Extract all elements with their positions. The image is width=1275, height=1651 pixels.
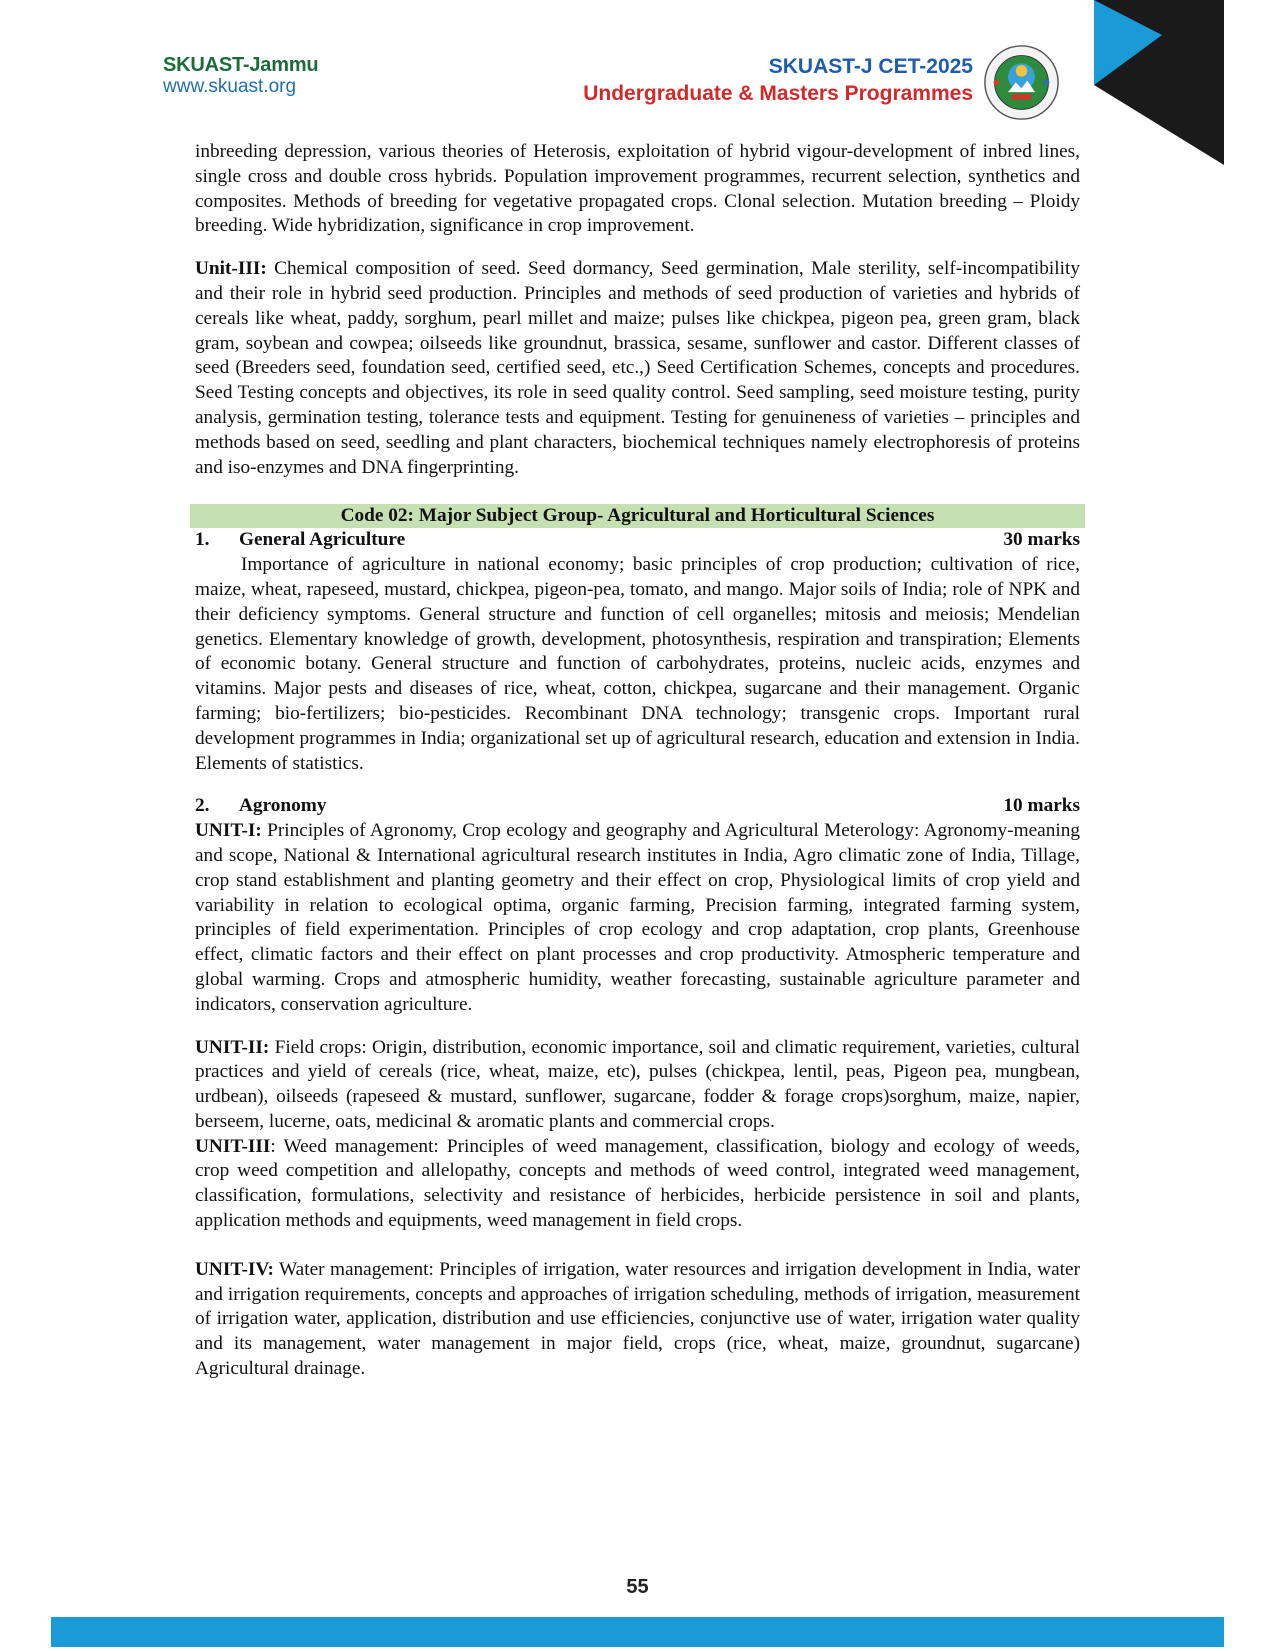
section-2-title: Agronomy xyxy=(239,795,327,817)
unit-ii-text: Field crops: Origin, distribution, economic importance, soil and climatic requirement, varieties, cultural practices and yield of cereals (rice, wheat, maize, etc), pulses (chickpea, lentil, peas, Pigeon pea, mungbean, urdbean), oilseeds (rapeseed & mustard, sunflower, sugarcane, fodder & forage crops)sorghum, maize, napier, berseem, lucerne, oats, medicinal & aromatic plants and commercial crops. xyxy=(195,1036,1080,1132)
unit-iii-text: Chemical composition of seed. Seed dormancy, Seed germination, Male sterility, self-incompatibility and their role in hybrid seed production. Principles and methods of seed production of varieties and hybrids of cereals like wheat, paddy, sorghum, pearl millet and maize; pulses like chickpea, pigeon pea, green gram, black gram, soybean and cowpea; oilseeds like groundnut, brassica, sesame, sunflower and castor. Different classes of seed (Breeders seed, foundation seed, certified seed, etc.,) Seed Certification Schemes, concepts and procedures. Seed Testing concepts and objectives, its role in seed quality control. Seed sampling, seed moisture testing, purity analysis, germination testing, tolerance tests and equipment. Testing for genuineness of varieties – principles and methods based on seed, seedling and plant characters, biochemical techniques namely electrophoresis of proteins and iso-enzymes and DNA fingerprinting. xyxy=(195,258,1080,478)
footer-bar xyxy=(51,1617,1224,1647)
exam-title: SKUAST-J CET-2025 xyxy=(768,55,973,78)
org-name: SKUAST-Jammu xyxy=(163,54,319,76)
unit-iv-text: Water management: Principles of irrigation, water resources and irrigation development in India, water and irrigation requirements, concepts and approaches of irrigation scheduling, methods of irrigation, measurement of irrigation water, application, distribution and use efficiencies, conjunctive use of water, irrigation water quality and its management, water management in major field, crops (rice, wheat, maize, groundnut, sugarcane) Agricultural drainage. xyxy=(195,1258,1080,1380)
page-content xyxy=(195,140,1080,1382)
section-1-heading xyxy=(195,528,1080,553)
unit-ii-label: UNIT-II: xyxy=(195,1036,270,1058)
paragraph-intro: inbreeding depression, various theories of Heterosis, exploitation of hybrid vigour-development of inbred lines, single cross and double cross hybrids. Population improvement programmes, recurrent selection, synthetics and composites. Methods of breeding for vegetative propagated crops. Clonal selection. Mutation breeding – Ploidy breeding. Wide hybridization, significance in crop improvement. xyxy=(195,141,1080,237)
website-link[interactable]: www.skuast.org xyxy=(163,76,297,97)
section-1-text: Importance of agriculture in national economy; basic principles of crop production; cultivation of rice, maize, wheat, rapeseed, mustard, chickpea, pigeon-pea, tomato, and mango. Major soils of India; role of NPK and their deficiency symptoms. General structure and function of cell organelles; mitosis and meiosis; Mendelian genetics. Elementary knowledge of growth, development, photosynthesis, respiration and transpiration; Elements of economic botany. General structure and function of carbohydrates, proteins, nucleic acids, enzymes and vitamins. Major pests and diseases of rice, wheat, cotton, chickpea, sugarcane and their management. Organic farming; bio-fertilizers; bio-pesticides. Recombinant DNA technology; transgenic crops. Important rural development programmes in India; organizational set up of agricultural research, education and extension in India. Elements of statistics. xyxy=(195,554,1080,774)
paragraph-unit-iv xyxy=(195,1258,1080,1382)
section-2-number: 2. xyxy=(195,795,210,817)
unit-i-text: Principles of Agronomy, Crop ecology and geography and Agricultural Meterology: Agronomy-meaning and scope, National & International agricultural research institutes in India, Agro climatic zone of India, Tillage, crop stand establishment and planting geometry and their effect on crop, Physiological limits of crop yield and variability in relation to ecological optima, organic farming, Precision farming, integrated farming system, principles of field experimentation. Principles of crop ecology and crop adaptation, crop plants, Greenhouse effect, climatic factors and their effect on plant processes and crop productivity. Atmospheric temperature and global warming. Crops and atmospheric humidity, weather forecasting, sustainable agriculture parameter and indicators, conservation agriculture. xyxy=(195,820,1080,1015)
header-right xyxy=(583,54,973,108)
unit-iii-label: Unit-III: xyxy=(195,258,267,280)
university-seal-logo xyxy=(983,44,1060,121)
paragraph-unit-iii-weed xyxy=(195,1135,1080,1234)
header-left xyxy=(163,54,318,98)
section-1-number: 1. xyxy=(195,529,210,551)
corner-decoration xyxy=(1094,0,1224,165)
unit-iv-label: UNIT-IV: xyxy=(195,1258,274,1280)
paragraph-unit-iii xyxy=(195,257,1080,480)
paragraph-unit-ii xyxy=(195,1036,1080,1135)
unit-iii-weed-text: : Weed management: Principles of weed management, classification, biology and ecology of weeds, crop weed competition and allelopathy, concepts and methods of weed control, integrated weed management, classification, formulations, selectivity and resistance of herbicides, herbicide persistence in soil and plants, application methods and equipments, weed management in field crops. xyxy=(195,1135,1080,1232)
section-1-title: General Agriculture xyxy=(239,529,406,551)
section-2-marks: 10 marks xyxy=(1003,795,1080,817)
paragraph-unit-i xyxy=(195,819,1080,1017)
section-2-heading xyxy=(195,794,1080,819)
unit-i-label: UNIT-I: xyxy=(195,820,262,842)
unit-iii-weed-label: UNIT-III xyxy=(195,1135,271,1157)
programmes-title: Undergraduate & Masters Programmes xyxy=(583,82,973,105)
page-number: 55 xyxy=(626,1576,649,1598)
section-1-marks: 30 marks xyxy=(1003,529,1080,551)
code-02-heading: Code 02: Major Subject Group- Agricultural and Horticultural Sciences xyxy=(190,504,1085,528)
